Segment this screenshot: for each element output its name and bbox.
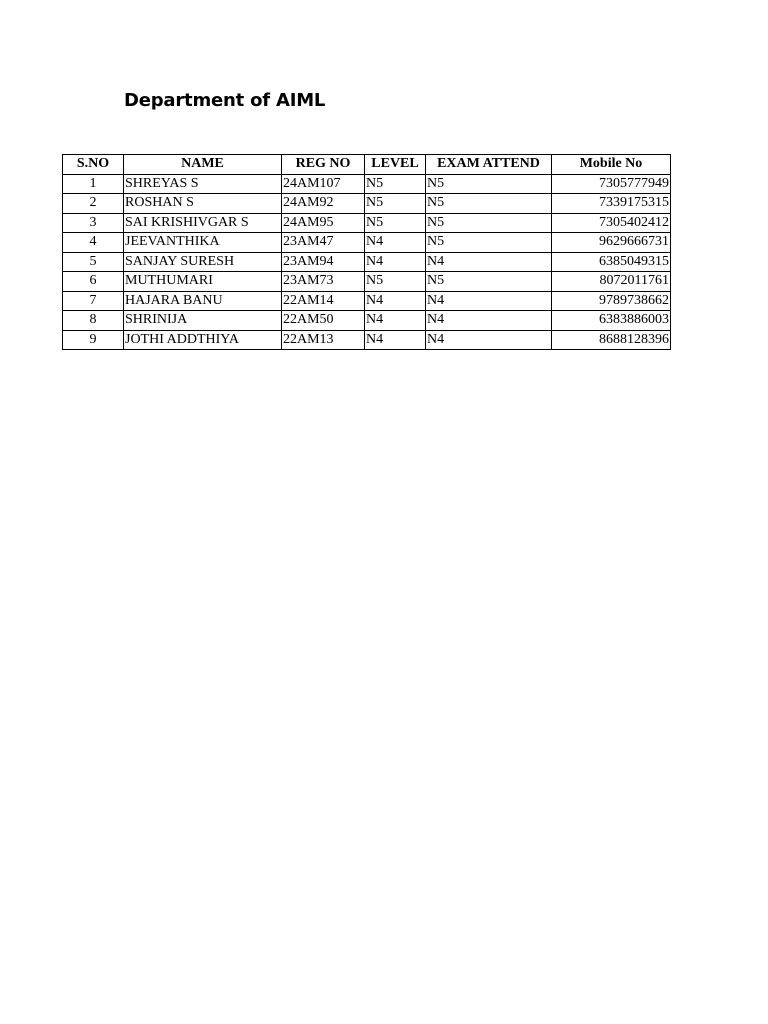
table-row bbox=[63, 213, 671, 233]
table-row bbox=[63, 252, 671, 272]
cell-name: MUTHUMARI bbox=[124, 272, 282, 292]
table-row bbox=[63, 291, 671, 311]
cell-mobile-no: 8072011761 bbox=[552, 272, 671, 292]
cell-sno: 1 bbox=[63, 174, 124, 194]
cell-level: N4 bbox=[365, 311, 426, 331]
cell-exam-attend: N5 bbox=[426, 174, 552, 194]
cell-mobile-no: 8688128396 bbox=[552, 330, 671, 350]
cell-level: N4 bbox=[365, 330, 426, 350]
table-row bbox=[63, 330, 671, 350]
cell-exam-attend: N5 bbox=[426, 272, 552, 292]
cell-name: SHREYAS S bbox=[124, 174, 282, 194]
header-mobile-no: Mobile No bbox=[552, 155, 671, 175]
header-sno: S.NO bbox=[63, 155, 124, 175]
page-title: Department of AIML bbox=[124, 90, 326, 111]
cell-sno: 8 bbox=[63, 311, 124, 331]
cell-exam-attend: N4 bbox=[426, 252, 552, 272]
header-level: LEVEL bbox=[365, 155, 426, 175]
cell-level: N5 bbox=[365, 194, 426, 214]
cell-mobile-no: 9629666731 bbox=[552, 233, 671, 253]
header-exam-attend: EXAM ATTEND bbox=[426, 155, 552, 175]
cell-sno: 4 bbox=[63, 233, 124, 253]
cell-reg-no: 22AM14 bbox=[282, 291, 365, 311]
cell-mobile-no: 6383886003 bbox=[552, 311, 671, 331]
cell-sno: 6 bbox=[63, 272, 124, 292]
cell-reg-no: 24AM107 bbox=[282, 174, 365, 194]
header-reg-no: REG NO bbox=[282, 155, 365, 175]
cell-exam-attend: N4 bbox=[426, 291, 552, 311]
cell-sno: 7 bbox=[63, 291, 124, 311]
cell-reg-no: 24AM95 bbox=[282, 213, 365, 233]
cell-name: HAJARA BANU bbox=[124, 291, 282, 311]
cell-level: N4 bbox=[365, 233, 426, 253]
student-table bbox=[62, 154, 671, 350]
cell-name: SHRINIJA bbox=[124, 311, 282, 331]
cell-reg-no: 22AM50 bbox=[282, 311, 365, 331]
cell-sno: 2 bbox=[63, 194, 124, 214]
cell-level: N5 bbox=[365, 272, 426, 292]
cell-exam-attend: N5 bbox=[426, 213, 552, 233]
cell-reg-no: 23AM73 bbox=[282, 272, 365, 292]
cell-mobile-no: 7339175315 bbox=[552, 194, 671, 214]
cell-sno: 5 bbox=[63, 252, 124, 272]
cell-exam-attend: N5 bbox=[426, 194, 552, 214]
cell-reg-no: 23AM47 bbox=[282, 233, 365, 253]
cell-level: N5 bbox=[365, 213, 426, 233]
cell-mobile-no: 6385049315 bbox=[552, 252, 671, 272]
cell-reg-no: 24AM92 bbox=[282, 194, 365, 214]
table-row bbox=[63, 272, 671, 292]
cell-reg-no: 22AM13 bbox=[282, 330, 365, 350]
cell-level: N5 bbox=[365, 174, 426, 194]
cell-exam-attend: N5 bbox=[426, 233, 552, 253]
cell-sno: 9 bbox=[63, 330, 124, 350]
cell-name: ROSHAN S bbox=[124, 194, 282, 214]
table-row bbox=[63, 311, 671, 331]
cell-sno: 3 bbox=[63, 213, 124, 233]
cell-name: SAI KRISHIVGAR S bbox=[124, 213, 282, 233]
cell-name: SANJAY SURESH bbox=[124, 252, 282, 272]
table-row bbox=[63, 194, 671, 214]
table-row bbox=[63, 233, 671, 253]
cell-name: JEEVANTHIKA bbox=[124, 233, 282, 253]
cell-level: N4 bbox=[365, 252, 426, 272]
table-header-row bbox=[63, 155, 671, 175]
cell-exam-attend: N4 bbox=[426, 330, 552, 350]
cell-mobile-no: 7305402412 bbox=[552, 213, 671, 233]
cell-level: N4 bbox=[365, 291, 426, 311]
cell-mobile-no: 7305777949 bbox=[552, 174, 671, 194]
header-name: NAME bbox=[124, 155, 282, 175]
cell-name: JOTHI ADDTHIYA bbox=[124, 330, 282, 350]
table-row bbox=[63, 174, 671, 194]
cell-reg-no: 23AM94 bbox=[282, 252, 365, 272]
cell-exam-attend: N4 bbox=[426, 311, 552, 331]
cell-mobile-no: 9789738662 bbox=[552, 291, 671, 311]
